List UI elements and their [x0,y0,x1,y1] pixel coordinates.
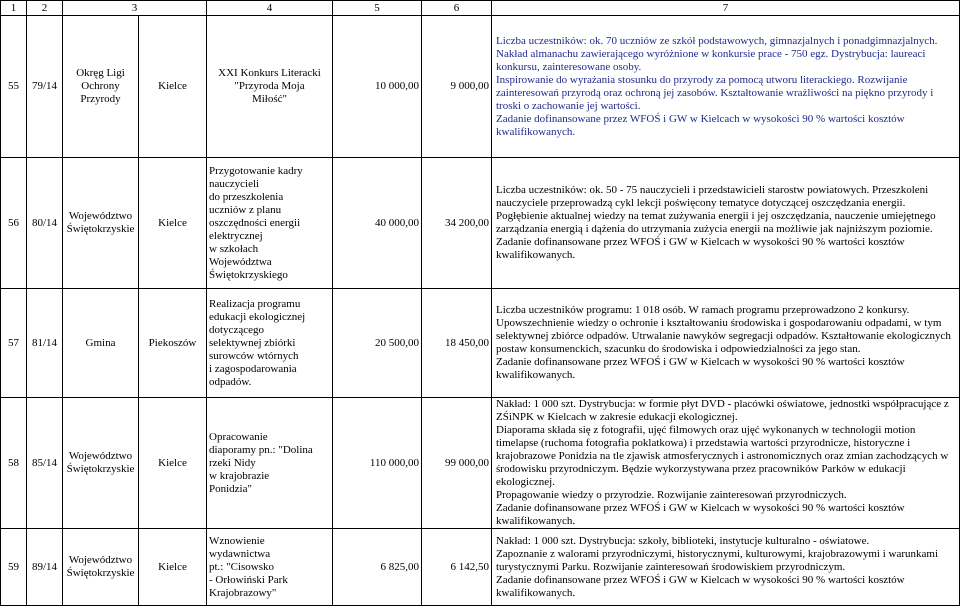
row-ref: 79/14 [27,16,63,158]
description-line: Liczba uczestników: ok. 50 - 75 nauczycieli i przedstawicieli starostw powiatowych. Przeszkoleni nauczyciele przeprowadzą cykl lekcji poświęcony tematyce dotyczącej oszczędzania energii. [496,184,929,209]
description-line: Pogłębienie aktualnej wiedzy na temat zużywania energii i jej oszczędzania, nauczenie umiejętnego zarządzania energią i dążenia do utrzymania zużycia energii na możliwie jak najniższym poziomie. [496,210,936,235]
row-task: Wznowienie wydawnictwa pt.: "Cisowsko - Orłowiński Park Krajobrazowy" [207,529,333,606]
row-task: Przygotowanie kadry nauczycieli do przeszkolenia uczniów z planu oszczędności energii elektrycznej w szkołach Województwa Świętokrzyskiego [207,158,333,289]
header-cell: 6 [422,1,492,16]
description-line: Propagowanie wiedzy o przyrodzie. Rozwijanie zainteresowań przyrodniczych. [496,489,847,501]
row-description [492,158,960,289]
header-cell: 1 [1,1,27,16]
description-line: Liczba uczestników: ok. 70 uczniów ze szkół podstawowych, gimnazjalnych i ponadgimnazjalnych. [496,34,938,47]
row-city: Kielce [139,529,207,606]
row-cost: 110 000,00 [333,398,422,529]
row-ref: 85/14 [27,398,63,529]
description-line: Liczba uczestników programu: 1 018 osób. W ramach programu przeprowadzono 2 konkursy. [496,304,910,316]
row-grant: 6 142,50 [422,529,492,606]
description-line: Zadanie dofinansowane przez WFOŚ i GW w Kielcach w wysokości 90 % wartości kosztów kwalifikowanych. [496,236,905,261]
row-ref: 81/14 [27,289,63,398]
row-organization: Okręg Ligi Ochrony Przyrody [63,16,139,158]
row-description [492,289,960,398]
row-organization: Województwo Świętokrzyskie [63,529,139,606]
row-city: Kielce [139,16,207,158]
header-cell: 2 [27,1,63,16]
row-task: Opracowanie diaporamy pn.: "Dolina rzeki Nidy w krajobrazie Ponidzia" [207,398,333,529]
row-organization: Województwo Świętokrzyskie [63,158,139,289]
row-cost: 40 000,00 [333,158,422,289]
row-number: 55 [1,16,27,158]
row-task: XXI Konkurs Literacki "Przyroda Moja Miłość" [207,16,333,158]
header-row [1,1,960,16]
row-ref: 80/14 [27,158,63,289]
header-cell: 3 [63,1,207,16]
description-line: Nakład: 1 000 szt. Dystrybucja: szkoły, biblioteki, instytucje kulturalno - oświatowe. [496,534,870,547]
row-number: 58 [1,398,27,529]
row-city: Kielce [139,158,207,289]
header-cell: 4 [207,1,333,16]
row-cost: 6 825,00 [333,529,422,606]
table-row [1,529,960,606]
description-line: Zadanie dofinansowane przez WFOŚ i GW w Kielcach w wysokości 90 % wartości kosztów kwalifikowanych. [496,502,905,527]
row-description [492,398,960,529]
row-grant: 18 450,00 [422,289,492,398]
description-line: Upowszechnienie wiedzy o ochronie i kształtowaniu środowiska i gospodarowaniu odpadami, w tym selektywnej zbiórce odpadów. Utrwalanie nawyków segregacji odpadów. Kształtowanie ekologicznych postaw konsumenckich, szacunku do środowiska i odpowiedzialności za jego stan. [496,317,951,355]
row-city: Piekoszów [139,289,207,398]
description-line: Zapoznanie z walorami przyrodniczymi, historycznymi, kulturowymi, krajobrazowymi i warunkami turystycznymi Parku. Rozwijanie zainteresowań środowiskiem przyrodniczym. [496,547,939,573]
row-number: 56 [1,158,27,289]
row-description [492,529,960,606]
description-line: Zadanie dofinansowane przez WFOŚ i GW w Kielcach w wysokości 90 % wartości kosztów kwalifikowanych. [496,112,905,138]
row-number: 57 [1,289,27,398]
description-line: Diaporama składa się z fotografii, ujęć filmowych oraz ujęć wykonanych w technologii motion timelapse (ruchoma fotografia poklatkowa) i przedstawia wartości przyrodnicze, historyczne i krajobrazowe Ponidzia na tle zjawisk atmosferycznych i astronomicznych oraz zmian zachodzących w środowisku przyrodniczym. Będzie wykorzystywana przez pracowników Parków w edukacji ekologicznej. [496,424,949,488]
table-row [1,289,960,398]
row-cost: 10 000,00 [333,16,422,158]
row-grant: 9 000,00 [422,16,492,158]
row-city: Kielce [139,398,207,529]
row-description [492,16,960,158]
description-line: Nakład: 1 000 szt. Dystrybucja: w formie płyt DVD - placówki oświatowe, jednostki współpracujące z ZŚiNPK w Kielcach w zakresie edukacji ekologicznej. [496,398,949,423]
description-line: Nakład almanachu zawierającego wyróżnione w konkursie prace - 750 egz. Dystrybucja: laureaci konkursu, zainteresowane osoby. [496,47,926,73]
header-cell: 5 [333,1,422,16]
table-row [1,398,960,529]
row-task: Realizacja programu edukacji ekologicznej dotyczącego selektywnej zbiórki surowców wtórnych i zagospodarowania odpadów. [207,289,333,398]
table-row [1,158,960,289]
row-grant: 34 200,00 [422,158,492,289]
table-row [1,16,960,158]
row-ref: 89/14 [27,529,63,606]
row-number: 59 [1,529,27,606]
description-line: Zadanie dofinansowane przez WFOŚ i GW w Kielcach w wysokości 90 % wartości kosztów kwalifikowanych. [496,356,905,381]
row-organization: Województwo Świętokrzyskie [63,398,139,529]
row-cost: 20 500,00 [333,289,422,398]
description-line: Zadanie dofinansowane przez WFOŚ i GW w Kielcach w wysokości 90 % wartości kosztów kwalifikowanych. [496,573,905,599]
description-line: Inspirowanie do wyrażania stosunku do przyrody za pomocą utworu literackiego. Rozwijanie zainteresowań przyrodą oraz ochroną jej zasobów. Kształtowanie wrażliwości na piękno przyrody i troski o zachowanie jej wartości. [496,73,934,112]
row-organization: Gmina [63,289,139,398]
row-grant: 99 000,00 [422,398,492,529]
header-cell: 7 [492,1,960,16]
